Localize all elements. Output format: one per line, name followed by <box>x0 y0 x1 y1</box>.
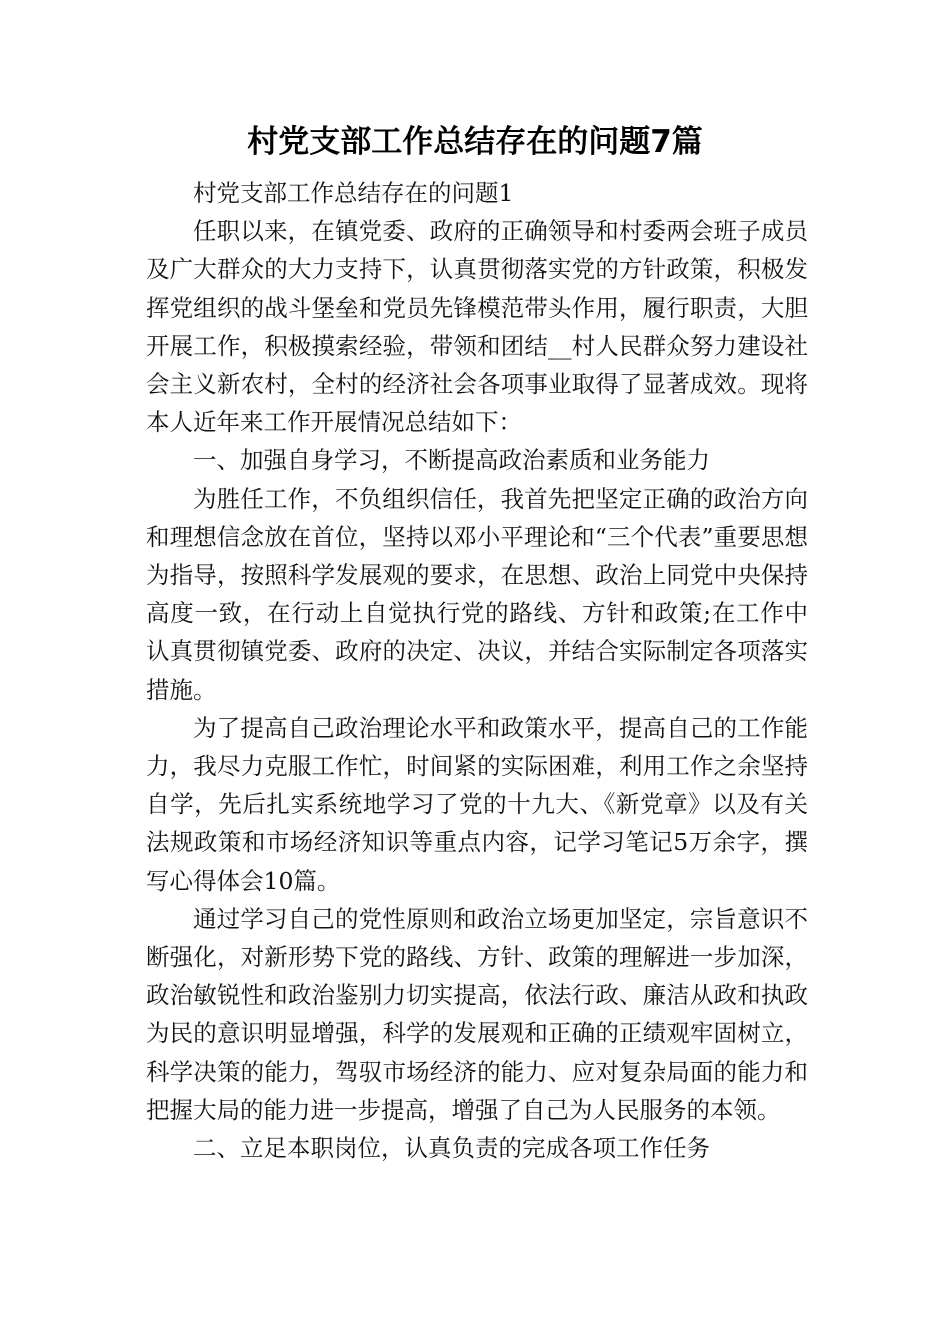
intro-paragraph: 任职以来，在镇党委、政府的正确领导和村委两会班子成员及广大群众的大力支持下，认真贯彻落实党的方针政策，积极发挥党组织的战斗堡垒和党员先锋模范带头作用，履行职责，大胆开展工作，积极摸索经验，带领和团结__村人民群众努力建设社会主义新农村，全村的经济社会各项事业取得了显著成效。现将本人近年来工作开展情况总结如下： <box>146 217 808 437</box>
body-paragraph: 通过学习自己的党性原则和政治立场更加坚定，宗旨意识不断强化，对新形势下党的路线、方针、政策的理解进一步加深，政治敏锐性和政治鉴别力切实提高，依法行政、廉洁从政和执政为民的意识明显增强，科学的发展观和正确的正绩观牢固树立，科学决策的能力，驾驭市场经济的能力、应对复杂局面的能力和把握大局的能力进一步提高，增强了自己为人民服务的本领。 <box>146 904 808 1124</box>
document-title: 村党支部工作总结存在的问题7篇 <box>247 124 703 160</box>
document-body <box>146 174 808 1167</box>
subtitle-paragraph: 村党支部工作总结存在的问题1 <box>193 179 514 207</box>
section-heading-1: 一、加强自身学习，不断提高政治素质和业务能力 <box>193 446 710 475</box>
body-paragraph: 为胜任工作，不负组织信任，我首先把坚定正确的政治方向和理想信念放在首位，坚持以邓小平理论和“三个代表”重要思想为指导，按照科学发展观的要求，在思想、政治上同党中央保持高度一致，在行动上自觉执行党的路线、方针和政策;在工作中认真贯彻镇党委、政府的决定、决议，并结合实际制定各项落实措施。 <box>146 484 808 704</box>
section-heading-2: 二、立足本职岗位，认真负责的完成各项工作任务 <box>193 1134 710 1163</box>
body-paragraph: 为了提高自己政治理论水平和政策水平，提高自己的工作能力，我尽力克服工作忙，时间紧的实际困难，利用工作之余坚持自学，先后扎实系统地学习了党的十九大、《新党章》以及有关法规政策和市场经济知识等重点内容，记学习笔记5万余字，撰写心得体会10篇。 <box>146 713 808 895</box>
